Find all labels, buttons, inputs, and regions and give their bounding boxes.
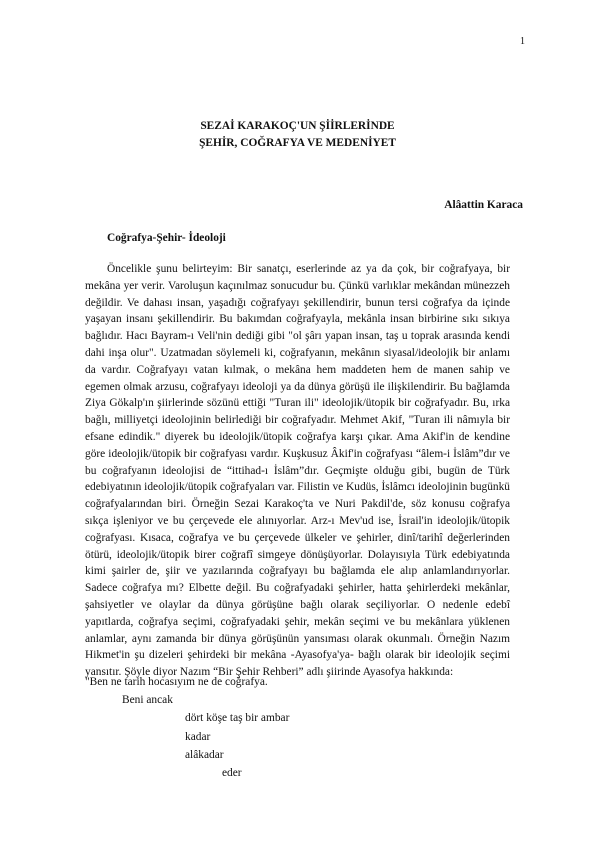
body-paragraph: Öncelikle şunu belirteyim: Bir sanatçı, eserlerinde az ya da çok, bir coğrafyaya, bir mekâna yer verir. Varoluşun kaçınılmaz sonucudur bu. Çünkü varlıklar mekândan münezzeh değildir. Ve dahası insan, yaşadığı coğrafyayı şekillendirir, bunun tersi coğrafya da içinde yaşayan insanı şekillendirir. Bu bakımdan coğrafyayla, mekânla insan birbirine sıkı sıkıya bağlıdır. Hacı Bayram-ı Veli'nin dediği gibi "ol şârı yapan insan, taş u toprak arasında kendi dahi inşa olur". Uzatmadan söylemeli ki, coğrafyanın, mekânın siyasal/ideolojik bir anlamı da vardır. Coğrafyayı vatan kılmak, o mekâna hem maddeten hem de manen sahip ve egemen olmak arzusu, coğrafyayı ideoloji ya da dünya görüşü ile ilişkilendirir. Bu bağlamda Ziya Gökalp'ın şiirlerinde sözünü ettiği "Turan ili" ideolojik/ütopik bir coğrafyadır. Bu, ırka bağlı, milliyetçi ideolojinin belirlediği bir coğrafyadır. Mehmet Akif, "Turan ili nâmıyla bir efsane edindik." diyerek bu ideolojik/ütopik coğrafya karşı çıkar. Ama Akif'in de kendine göre ideolojik/ütopik bir coğrafyası vardır. Kuşkusuz Âkif'in coğrafyası “âlem-i İslâm”dır ve bu coğrafyanın ideolojisi de “ittihad-ı İslâm”dır. Geçmişte olduğu gibi, bugün de Türk edebiyatının ideolojik/ütopik coğrafyaları var. Filistin ve Kudüs, İslâmcı ideolojinin bugünkü coğrafyalarından biri. Örneğin Sezai Karakoç'ta ve Nuri Pakdil'de, söz konusu coğrafya sıkça işleniyor ve bu çerçevede ele alınıyorlar. Arz-ı Mev'ud ise, İsrail'in ideolojik/ütopik coğrafyası. Kısaca, coğrafya ve bu çerçevede ülkeler ve şehirler, dinî/tarihî değerlerinden ötürü, ideolojik/ütopik birer coğrafî simgeye dönüşüyorlar. Dolayısıyla Türk edebiyatında kimi şairler de, şiir ve yazılarında coğrafyayı bu bağlamda ele alıp anlamlandırıyorlar. Sadece coğrafya mı? Elbette değil. Bu coğrafyadaki şehirler, hatta şehirlerdeki mekânlar, şahsiyetler ve olaylar da dünya görüşüne bağlı olarak seçiliyorlar. O nedenle edebî yapıtlarda, coğrafya seçimi, coğrafyadaki şehir, mekân seçimi ve bu mekânlara yüklenen anlamlar, aynı zamanda bir dünya görüşünün yansıması olarak okunmalı. Örneğin Nazım Hikmet'in şu dizeleri şehirdeki bir mekâna -Ayasofya'ya- bağlı olarak bir ideolojik seçimi yansıtır. Şöyle diyor Nazım “Bir Şehir Rehberi” adlı şiirinde Ayasofya hakkında: [85,263,510,679]
poem-line: eder [222,767,242,780]
title-line-1: SEZAİ KARAKOÇ'UN ŞİİRLERİNDE [200,120,395,132]
author-name: Alâattin Karaca [444,199,523,211]
title-line-2: ŞEHİR, COĞRAFYA VE MEDENİYET [199,137,396,149]
body-text [85,261,510,681]
section-heading: Coğrafya-Şehir- İdeoloji [107,232,226,244]
poem-quote [85,673,289,782]
page-number: 1 [520,36,525,47]
poem-line: dört köşe taş bir ambar [185,712,290,725]
poem-line: Beni ancak [122,694,173,707]
poem-line: "Ben ne tarih hocasıyım ne de coğrafya. [85,676,268,688]
poem-line: kadar [185,730,211,743]
document-title [0,118,595,152]
poem-line: alâkadar [185,748,224,761]
